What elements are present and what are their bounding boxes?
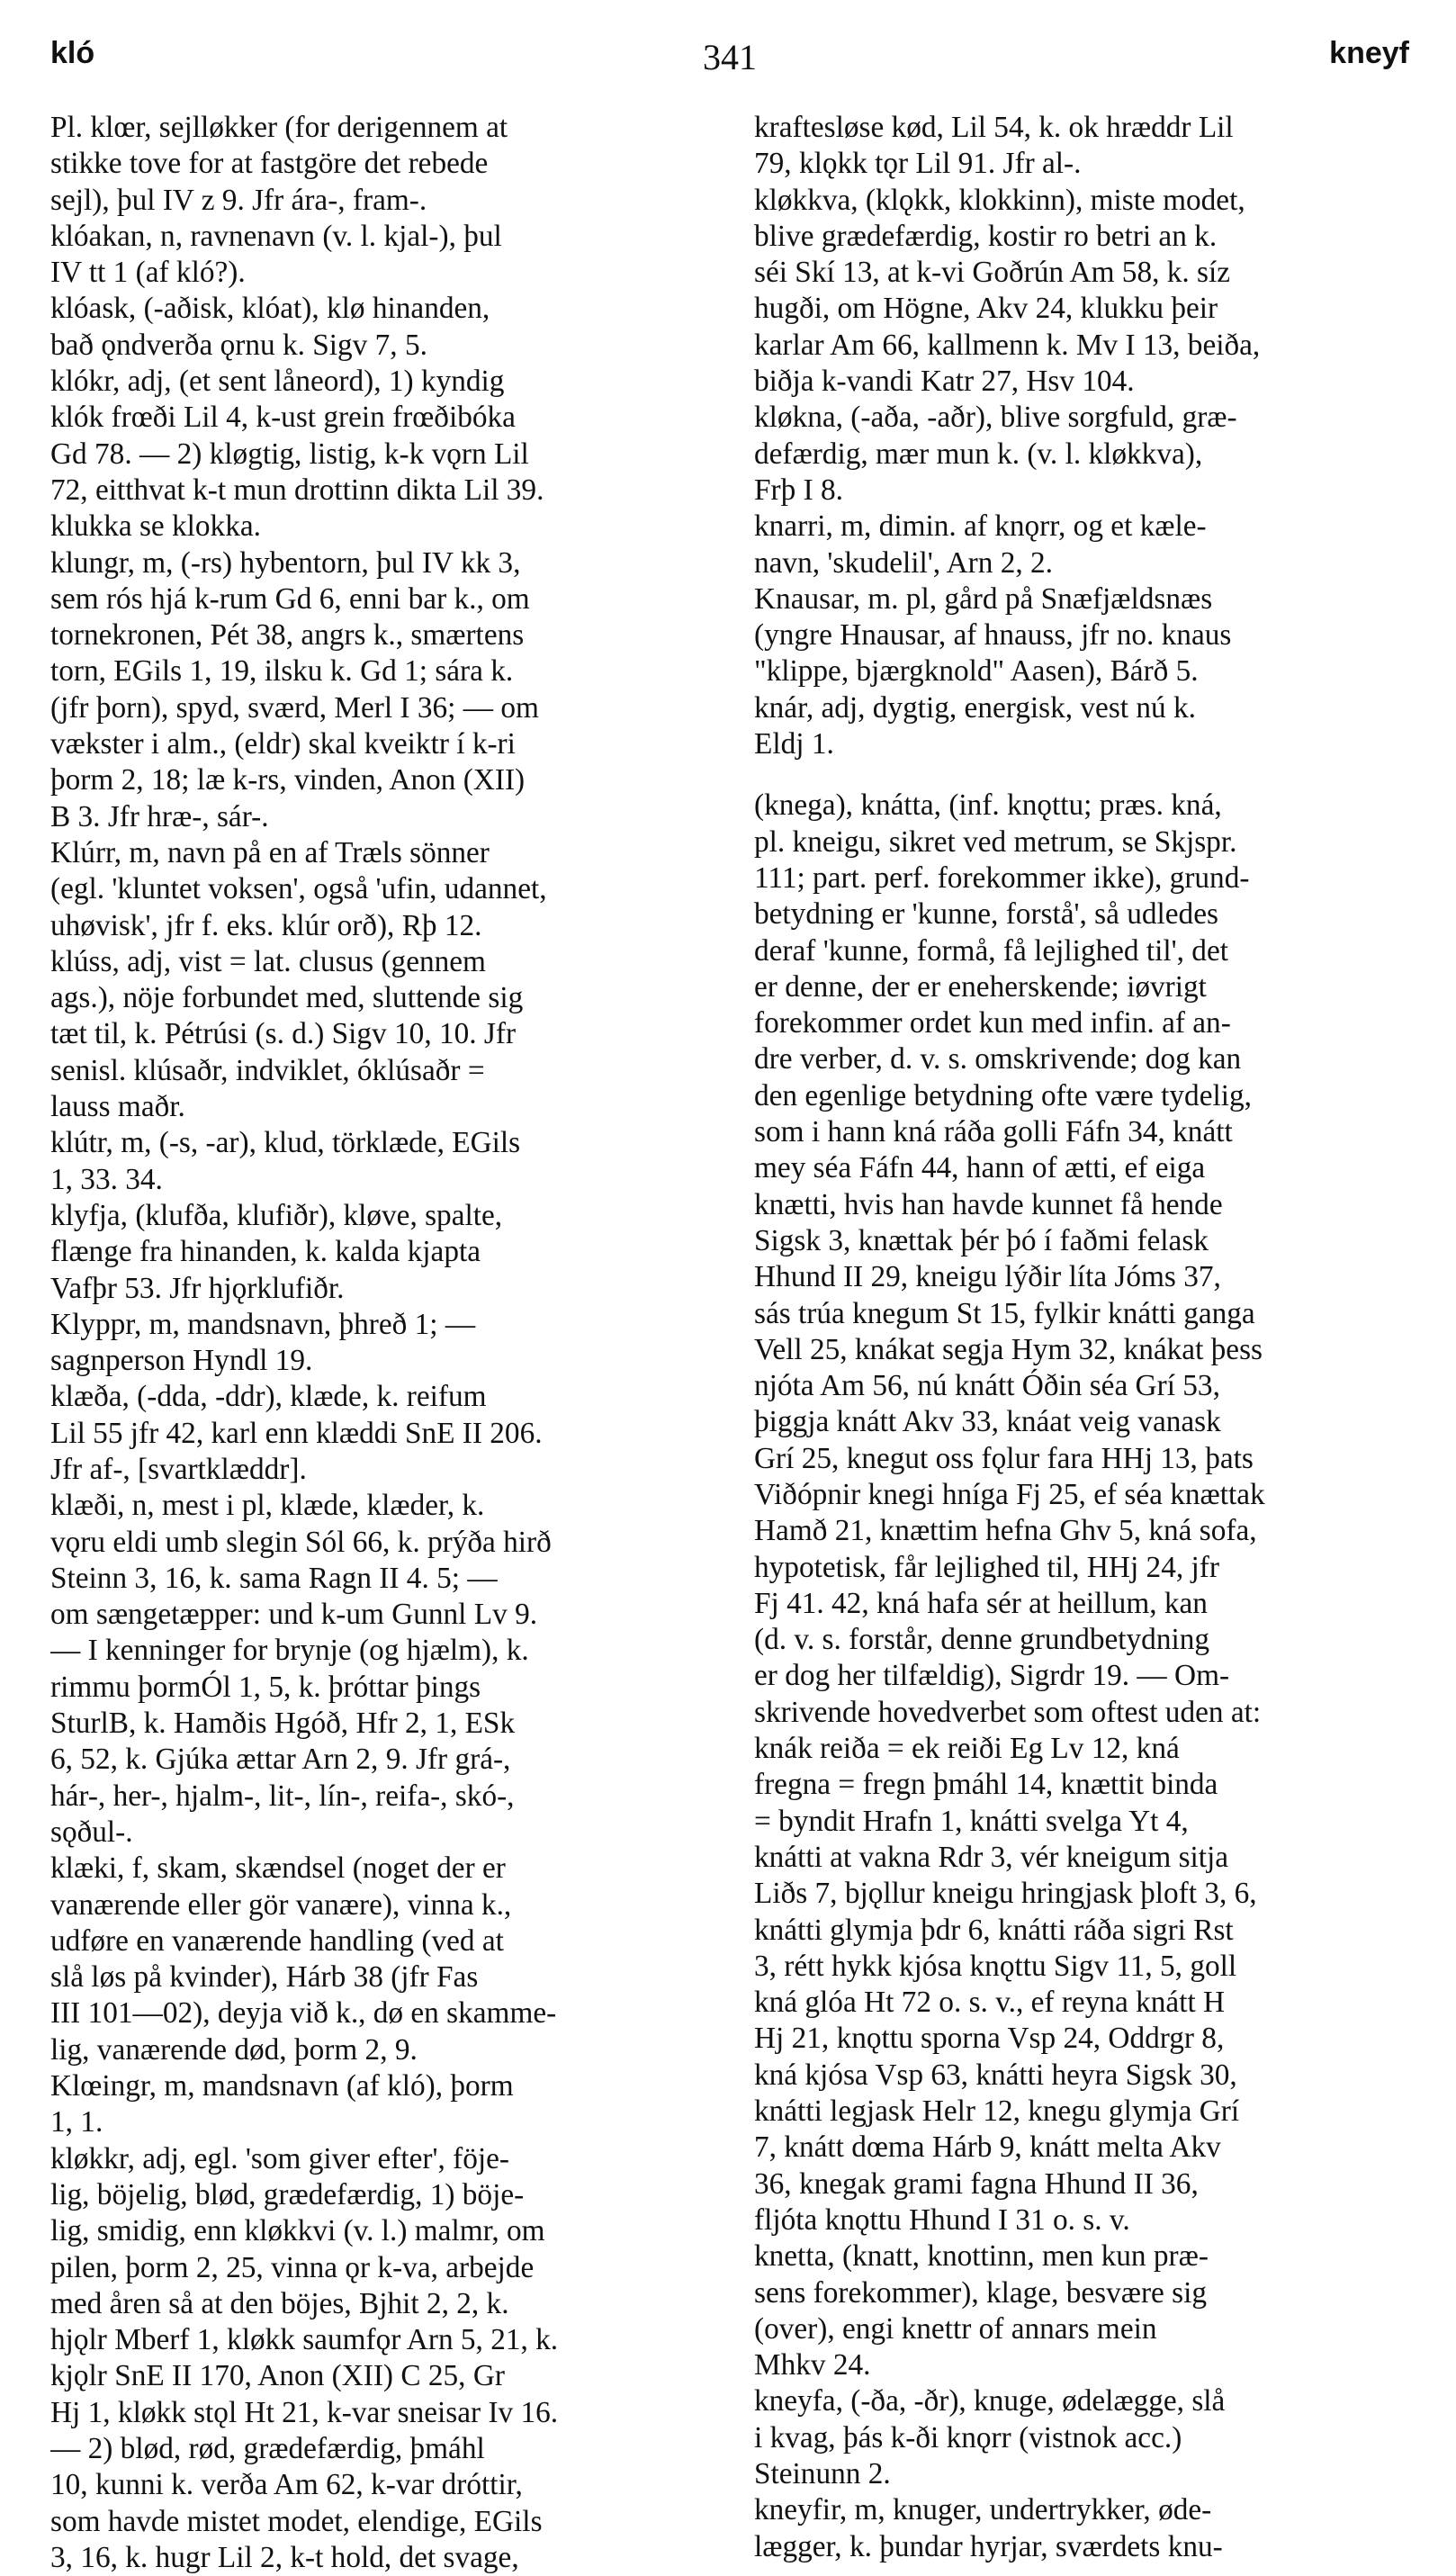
text-line: bað ǫndverða ǫrnu k. Sigv 7, 5. [50, 328, 427, 362]
text-line: knák reiða = ek reiði Eg Lv 12, kná [754, 1732, 1180, 1766]
text-line: knátti legjask Helr 12, knegu glymja Grí [754, 2094, 1240, 2129]
text-line: Viðópnir knegi hníga Fj 25, ef séa knættak [754, 1477, 1265, 1511]
text-line: 1, 1. [50, 2105, 103, 2139]
text-line: knætti, hvis han havde kunnet få hende [754, 1187, 1223, 1221]
text-line: udføre en vanærende handling (ved at [50, 1923, 504, 1958]
text-line: (d. v. s. forstår, denne grundbetydning [754, 1623, 1210, 1657]
text-line: 7, knátt dœma Hárb 9, knátt melta Akv [754, 2130, 1221, 2165]
text-line: Klúrr, m, navn på en af Træls sönner [50, 835, 490, 869]
text-line: 79, klǫkk tǫr Lil 91. Jfr al-. [754, 147, 1082, 181]
text-line: Hj 21, knǫttu sporna Vsp 24, Oddrgr 8, [754, 2022, 1225, 2056]
text-line: dre verber, d. v. s. omskrivende; dog kan [754, 1042, 1242, 1076]
text-line: Sigsk 3, knættak þér þó í faðmi felask [754, 1223, 1209, 1257]
text-line: skrivende hovedverbet som oftest uden at: [754, 1695, 1262, 1729]
text-line: (jfr þorn), spyd, sværd, Merl I 36; — om [50, 690, 539, 725]
text-line: njóta Am 56, nú knátt Óðin séa Grí 53, [754, 1369, 1220, 1403]
text-line: 111; part. perf. forekommer ikke), grund- [754, 860, 1250, 895]
text-line: Vafþr 53. Jfr hjǫrklufiðr. [50, 1271, 345, 1305]
text-line: uhøvisk', jfr f. eks. klúr orð), Rþ 12. [50, 908, 482, 942]
text-line: Fj 41. 42, kná hafa sér at heillum, kan [754, 1586, 1208, 1620]
text-line: lig, böjelig, blød, grædefærdig, 1) böje- [50, 2177, 525, 2211]
text-line: 6, 52, k. Gjúka ættar Arn 2, 9. Jfr grá-, [50, 1743, 511, 1777]
text-line: 72, eitthvat k-t mun drottinn dikta Lil 39. [50, 473, 544, 507]
text-line: B 3. Jfr hræ-, sár-. [50, 799, 269, 833]
text-line: hypotetisk, får lejlighed til, HHj 24, jfr [754, 1550, 1219, 1584]
text-line: (knega), knátta, (inf. knǫttu; præs. kná, [754, 788, 1222, 823]
text-line: knátti glymja þdr 6, knátti ráða sigri Rst [754, 1913, 1234, 1947]
text-line: Eldj 1. [754, 727, 834, 761]
text-line: SturlB, k. Hamðis Hgóð, Hfr 2, 1, ESk [50, 1707, 516, 1741]
text-line: 10, kunni k. verða Am 62, k-var dróttir, [50, 2468, 523, 2502]
text-line: kraftesløse kød, Lil 54, k. ok hræddr Lil [754, 111, 1234, 144]
text-line: biðja k-vandi Katr 27, Hsv 104. [754, 365, 1135, 399]
text-line: klæki, f, skam, skændsel (noget der er [50, 1851, 506, 1886]
text-line: defærdig, mær mun k. (v. l. kløkkva), [754, 437, 1203, 471]
text-line: Liðs 7, bjǫllur kneigu hringjask þloft 3, 6, [754, 1877, 1257, 1911]
text-line: ags.), nöje forbundet med, sluttende sig [50, 981, 524, 1015]
guide-word-right: kneyf [1329, 36, 1409, 70]
text-line: blive grædefærdig, kostir ro betri an k. [754, 219, 1218, 253]
text-line: kløkna, (-aða, -aðr), blive sorgfuld, græ- [754, 401, 1237, 435]
text-line: 3, 16, k. hugr Lil 2, k-t hold, det svage, [50, 2540, 519, 2574]
text-line: Frþ I 8. [754, 473, 843, 507]
text-line: karlar Am 66, kallmenn k. Mv I 13, beiða, [754, 328, 1261, 362]
text-line: vanærende eller gör vanære), vinna k., [50, 1887, 512, 1922]
text-line: Grí 25, knegut oss fǫlur fara HHj 13, þats [754, 1441, 1254, 1475]
text-line: (egl. 'kluntet voksen', også 'ufin, udannet, [50, 872, 547, 906]
text-line: séi Skí 13, at k-vi Goðrún Am 58, k. síz [754, 256, 1231, 290]
text-line: tæt til, k. Pétrúsi (s. d.) Sigv 10, 10. Jfr [50, 1017, 517, 1051]
text-line: knár, adj, dygtig, energisk, vest nú k. [754, 690, 1196, 725]
text-line: er dog her tilfældig), Sigrdr 19. — Om- [754, 1659, 1230, 1693]
text-line: senisl. klúsaðr, indviklet, óklúsaðr = [50, 1053, 485, 1087]
text-line: þiggja knátt Akv 33, knáat veig vanask [754, 1405, 1221, 1439]
text-line: Steinunn 2. [754, 2457, 891, 2490]
text-line: som havde mistet modet, elendige, EGils [50, 2504, 543, 2538]
text-line: lauss maðr. [50, 1090, 185, 1124]
text-line: stikke tove for at fastgöre det rebede [50, 147, 489, 181]
text-line: 3, rétt hykk kjósa knǫttu Sigv 11, 5, goll [754, 1949, 1237, 1983]
text-line: klæða, (-dda, -ddr), klæde, k. reifum [50, 1380, 487, 1414]
text-line: hugði, om Högne, Akv 24, klukku þeir [754, 292, 1218, 326]
text-line: klungr, m, (-rs) hybentorn, þul IV kk 3, [50, 545, 521, 580]
text-line: pilen, þorm 2, 25, vinna ǫr k-va, arbejde [50, 2250, 535, 2284]
text-line: som i hann kná ráða golli Fáfn 34, knátt [754, 1115, 1233, 1149]
text-line: knátti at vakna Rdr 3, vér kneigum sitja [754, 1840, 1229, 1874]
text-line: sagnperson Hyndl 19. [50, 1344, 313, 1378]
text-line: Klyppr, m, mandsnavn, þhreð 1; — [50, 1307, 476, 1341]
text-line: — I kenninger for brynje (og hjælm), k. [50, 1634, 529, 1668]
text-line: vǫru eldi umb slegin Sól 66, k. prýða hirð [50, 1525, 552, 1559]
text-line: "klippe, bjærgknold" Aasen), Bárð 5. [754, 654, 1199, 689]
text-line: fregna = fregn þmáhl 14, knættit binda [754, 1768, 1218, 1802]
text-line: slå løs på kvinder), Hárb 38 (jfr Fas [50, 1960, 479, 1995]
text-line: lægger, k. þundar hyrjar, sværdets knu- [754, 2529, 1223, 2563]
text-line: klyfja, (klufða, klufiðr), kløve, spalte, [50, 1198, 503, 1232]
text-line: om sængetæpper: und k-um Gunnl Lv 9. [50, 1598, 538, 1632]
text-line: pl. kneigu, sikret ved metrum, se Skjspr. [754, 824, 1237, 859]
text-line: klóask, (-aðisk, klóat), klø hinanden, [50, 292, 490, 326]
text-line: kná glóa Ht 72 o. s. v., ef reyna knátt H [754, 1986, 1226, 2020]
text-line: sǫðul-. [50, 1815, 133, 1849]
text-line: III 101—02), deyja við k., dø en skamme- [50, 1996, 557, 2031]
right-column [754, 110, 1402, 2565]
text-line: deraf 'kunne, formå, få lejlighed til', det [754, 933, 1228, 968]
text-line: klæði, n, mest i pl, klæde, klæder, k. [50, 1489, 485, 1523]
text-line: i kvag, þás k-ði knǫrr (vistnok acc.) [754, 2420, 1182, 2454]
text-line: tornekronen, Pét 38, angrs k., smærtens [50, 618, 525, 653]
text-line: knarri, m, dimin. af knǫrr, og et kæle- [754, 509, 1207, 544]
text-line: sás trúa knegum St 15, fylkir knátti ganga [754, 1296, 1255, 1330]
page-number: 341 [703, 37, 757, 77]
text-line: klúss, adj, vist = lat. clusus (gennem [50, 944, 486, 978]
text-line: hár-, her-, hjalm-, lit-, lín-, reifa-, skó-, [50, 1779, 515, 1813]
text-line: sem rós hjá k-rum Gd 6, enni bar k., om [50, 581, 530, 616]
text-line: kneyfa, (-ða, -ðr), knuge, ødelægge, slå [754, 2384, 1226, 2418]
text-line: navn, 'skudelil', Arn 2, 2. [754, 545, 1053, 580]
text-line [754, 762, 1402, 788]
text-line: torn, EGils 1, 19, ilsku k. Gd 1; sára k. [50, 654, 514, 689]
text-line: sens forekommer), klage, besvære sig [754, 2275, 1208, 2310]
text-line: — 2) blød, rød, grædefærdig, þmáhl [50, 2432, 485, 2465]
text-line: rimmu þormÓl 1, 5, k. þróttar þings [50, 1670, 481, 1704]
text-line: = byndit Hrafn 1, knátti svelga Yt 4, [754, 1804, 1189, 1838]
text-line: klóakan, n, ravnenavn (v. l. kjal-), þul [50, 219, 502, 253]
text-line: klók frœði Lil 4, k-ust grein frœðibóka [50, 401, 516, 435]
text-line: hjǫlr Mberf 1, kløkk saumfǫr Arn 5, 21, k. [50, 2323, 559, 2357]
text-line: IV tt 1 (af kló?). [50, 256, 246, 290]
text-line: den egenlige betydning ofte være tydelig, [754, 1078, 1252, 1112]
text-line: kløkkr, adj, egl. 'som giver efter', föje- [50, 2141, 509, 2175]
text-line: forekommer ordet kun med infin. af an- [754, 1006, 1231, 1040]
text-line: kjǫlr SnE II 170, Anon (XII) C 25, Gr [50, 2359, 505, 2393]
text-line: er denne, der er eneherskende; iøvrigt [754, 969, 1207, 1004]
text-line: klútr, m, (-s, -ar), klud, törklæde, EGils [50, 1126, 521, 1160]
text-line: kná kjósa Vsp 63, knátti heyra Sigsk 30, [754, 2058, 1237, 2092]
text-line: kneyfir, m, knuger, undertrykker, øde- [754, 2493, 1212, 2527]
text-line: (over), engi knettr of annars mein [754, 2311, 1157, 2346]
text-line: lig, vanærende død, þorm 2, 9. [50, 2032, 418, 2067]
text-line: Hamð 21, knættim hefna Ghv 5, kná sofa, [754, 1514, 1257, 1548]
text-line: klókr, adj, (et sent låneord), 1) kyndig [50, 365, 505, 399]
text-line: Lil 55 jfr 42, karl enn klæddi SnE II 206. [50, 1416, 543, 1450]
text-line: Jfr af-, [svartklæddr]. [50, 1452, 307, 1486]
text-line: knetta, (knatt, knottinn, men kun præ- [754, 2239, 1209, 2274]
text-line: Knausar, m. pl, gård på Snæfjældsnæs [754, 581, 1213, 616]
guide-word-left: kló [50, 36, 95, 70]
text-line: 1, 33. 34. [50, 1162, 163, 1196]
text-line: Mhkv 24. [754, 2348, 871, 2382]
text-line: 36, knegak grami fagna Hhund II 36, [754, 2166, 1199, 2201]
left-column [50, 110, 712, 2576]
text-line: (yngre Hnausar, af hnauss, jfr no. knaus [754, 618, 1232, 653]
text-line: mey séa Fáfn 44, hann of ætti, ef eiga [754, 1151, 1206, 1185]
text-line: Pl. klœr, sejlløkker (for derigennem at [50, 111, 508, 144]
text-line: kløkkva, (klǫkk, klokkinn), miste modet, [754, 183, 1245, 217]
text-line: lig, smidig, enn kløkkvi (v. l.) malmr, om [50, 2214, 545, 2248]
text-line: Klœingr, m, mandsnavn (af kló), þorm [50, 2069, 514, 2103]
page-header [50, 36, 1409, 90]
text-line: flænge fra hinanden, k. kalda kjapta [50, 1235, 481, 1269]
text-line: Vell 25, knákat segja Hym 32, knákat þess [754, 1332, 1263, 1366]
text-line: Gd 78. — 2) kløgtig, listig, k-k vǫrn Lil [50, 437, 529, 471]
text-line: klukka se klokka. [50, 509, 261, 544]
text-line: betydning er 'kunne, forstå', så udledes [754, 897, 1218, 932]
text-line: fljóta knǫttu Hhund I 31 o. s. v. [754, 2202, 1130, 2237]
text-line: þorm 2, 18; læ k-rs, vinden, Anon (XII) [50, 763, 526, 797]
text-line: med åren så at den böjes, Bjhit 2, 2, k. [50, 2286, 509, 2320]
text-line: Steinn 3, 16, k. sama Ragn II 4. 5; — [50, 1561, 498, 1595]
text-line: sejl), þul IV z 9. Jfr ára-, fram-. [50, 183, 427, 217]
text-line: vækster i alm., (eldr) skal kveiktr í k-ri [50, 727, 516, 761]
text-line: Hj 1, kløkk stǫl Ht 21, k-var sneisar Iv 16. [50, 2395, 559, 2429]
text-line: Hhund II 29, kneigu lýðir líta Jóms 37, [754, 1260, 1221, 1294]
